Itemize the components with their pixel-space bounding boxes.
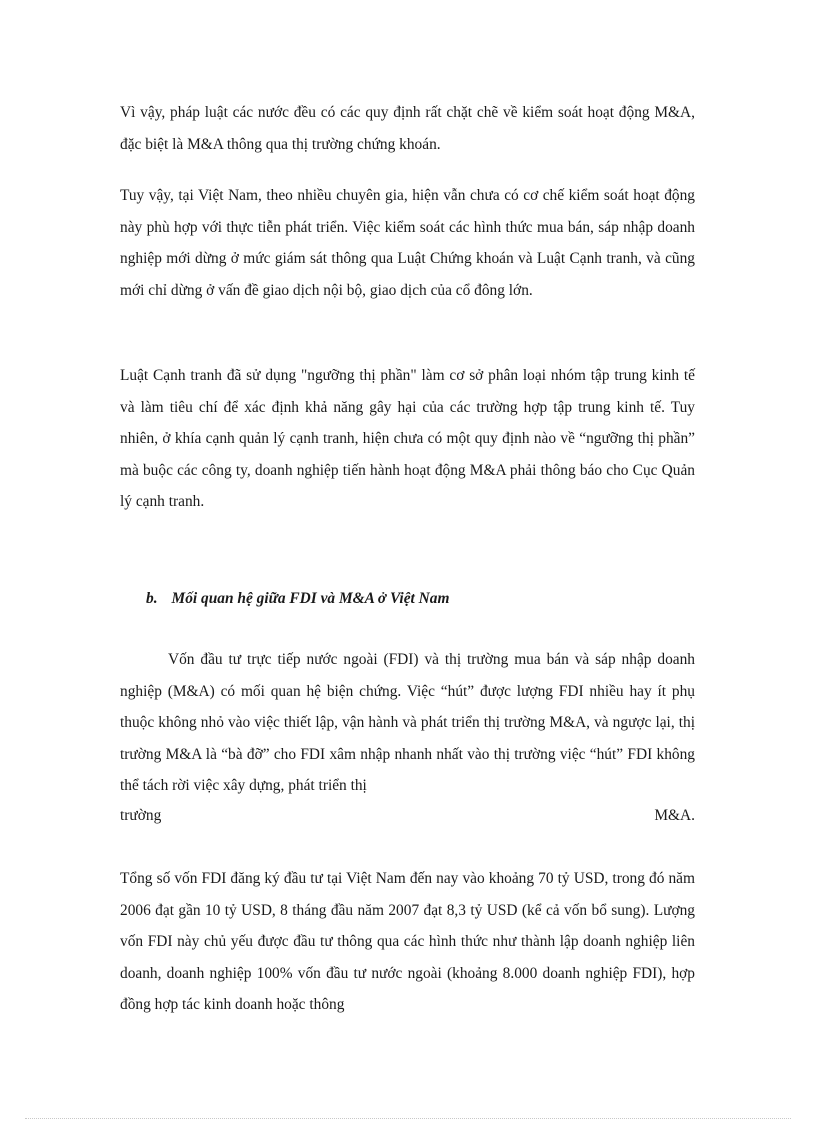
section-heading xyxy=(146,590,449,608)
paragraph-fdi-last-line xyxy=(120,800,695,832)
last-line-right-word: M&A. xyxy=(654,807,695,824)
last-line-left-word: trường xyxy=(120,807,162,824)
section-label: b. xyxy=(146,590,158,607)
paragraph-fdi-relationship: Vốn đầu tư trực tiếp nước ngoài (FDI) và thị trường mua bán và sáp nhập doanh nghiệp (M&A) có mối quan hệ biện chứng. Việc “hút” được lượng FDI nhiều hay ít phụ thuộc không nhỏ vào việc thiết lập, vận hành và phát triển thị trường M&A, và ngược lại, thị trường M&A là “bà đỡ” cho FDI xâm nhập nhanh nhất vào thị trường việc “hút” FDI không thể tách rời việc xây dựng, phát triển thị xyxy=(120,651,695,794)
paragraph-competition-law: Luật Cạnh tranh đã sử dụng "ngưỡng thị phần" làm cơ sở phân loại nhóm tập trung kinh tế và làm tiêu chí để xác định khả năng gây hại của các trường hợp tập trung kinh tế. Tuy nhiên, ở khía cạnh quản lý cạnh tranh, hiện chưa có một quy định nào về “ngưỡng thị phần” mà buộc các công ty, doanh nghiệp tiến hành hoạt động M&A phải thông báo cho Cục Quản lý cạnh tranh. xyxy=(120,367,695,510)
paragraph-ma-control: Vì vậy, pháp luật các nước đều có các quy định rất chặt chẽ về kiểm soát hoạt động M&A, đặc biệt là M&A thông qua thị trường chứng khoán. xyxy=(120,104,695,153)
paragraph-fdi-total: Tổng số vốn FDI đăng ký đầu tư tại Việt Nam đến nay vào khoảng 70 tỷ USD, trong đó năm 2006 đạt gần 10 tỷ USD, 8 tháng đầu năm 2007 đạt 8,3 tỷ USD (kể cả vốn bổ sung). Lượng vốn FDI này chủ yếu được đầu tư thông qua các hình thức như thành lập doanh nghiệp liên doanh, doanh nghiệp 100% vốn đầu tư nước ngoài (khoảng 8.000 doanh nghiệp FDI), hợp đồng hợp tác kinh doanh hoặc thông xyxy=(120,870,695,1013)
page-bottom-divider xyxy=(25,1118,791,1119)
section-title: Mối quan hệ giữa FDI và M&A ở Việt Nam xyxy=(171,590,450,607)
paragraph-vietnam-control: Tuy vậy, tại Việt Nam, theo nhiều chuyên gia, hiện vẫn chưa có cơ chế kiểm soát hoạt động này phù hợp với thực tiễn phát triển. Việc kiểm soát các hình thức mua bán, sáp nhập doanh nghiệp mới dừng ở mức giám sát thông qua Luật Chứng khoán và Luật Cạnh tranh, và cũng mới chỉ dừng ở vấn đề giao dịch nội bộ, giao dịch của cổ đông lớn. xyxy=(120,187,695,299)
